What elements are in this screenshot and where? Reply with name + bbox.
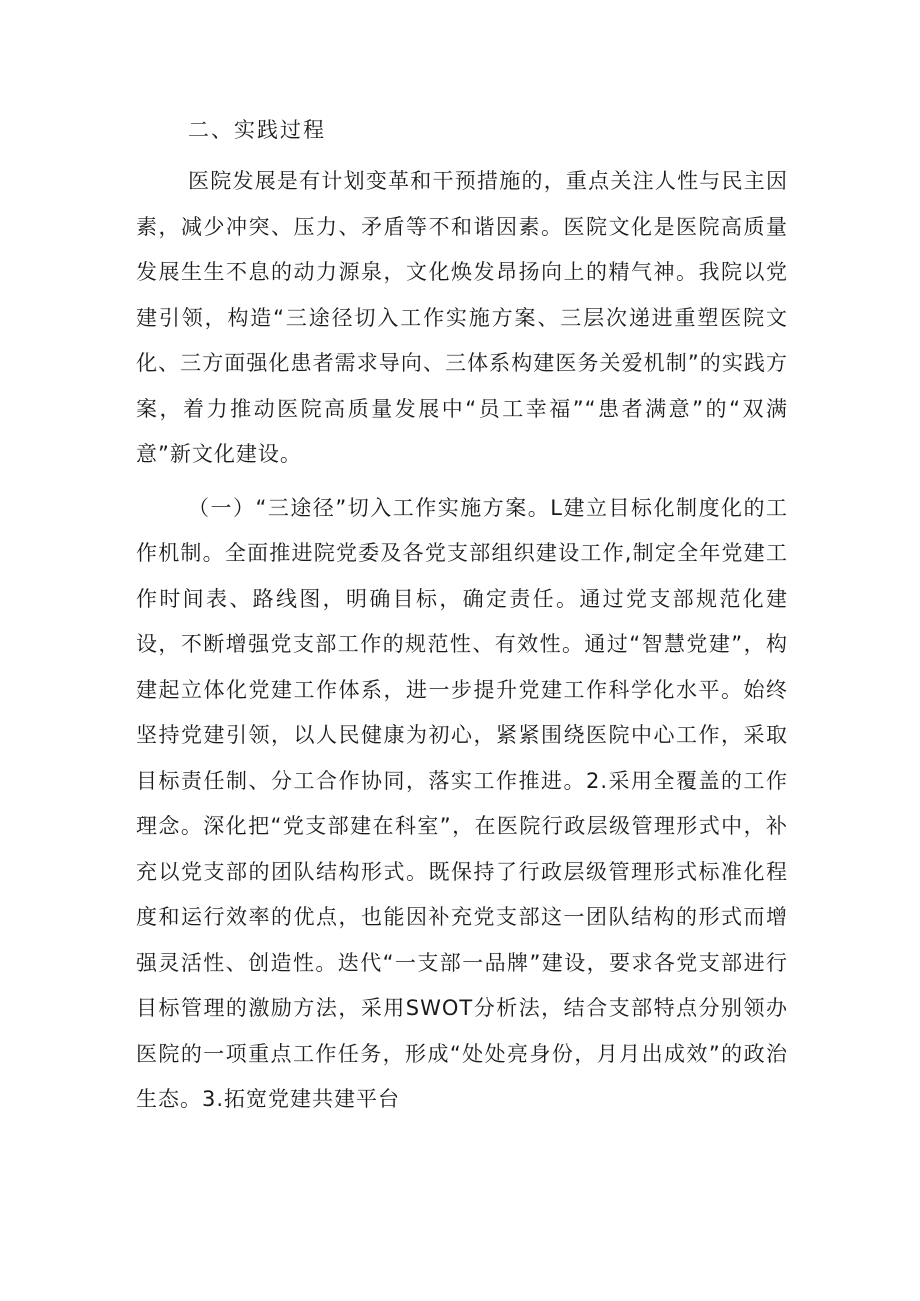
document-body [136, 108, 788, 1123]
paragraph-three-approaches: （一）“三途径”切入工作实施方案。L建立目标化制度化的工作机制。全面推进院党委及各党支部组织建设工作,制定全年党建工作时间表、路线图，明确目标，确定责任。通过党支部规范化建设，不断增强党支部工作的规范性、有效性。通过“智慧党建”，构建起立体化党建工作体系，进一步提升党建工作科学化水平。始终坚持党建引领，以人民健康为初心，紧紧围绕医院中心工作，采取目标责任制、分工合作协同，落实工作推进。2.采用全覆盖的工作理念。深化把“党支部建在科室”，在医院行政层级管理形式中，补充以党支部的团队结构形式。既保持了行政层级管理形式标准化程度和运行效率的优点，也能因补充党支部这一团队结构的形式而增强灵活性、创造性。迭代“一支部一品牌”建设，要求各党支部进行目标管理的激励方法，采用SWOT分析法，结合支部特点分别领办医院的一项重点工作任务，形成“处处亮身份，月月出成效”的政治生态。3.拓宽党建共建平台 [136, 495, 788, 1111]
paragraph-intro: 医院发展是有计划变革和干预措施的，重点关注人性与民主因素，减少冲突、压力、矛盾等不和谐因素。医院文化是医院高质量发展生生不息的动力源泉，文化焕发昂扬向上的精气神。我院以党建引领，构造“三途径切入工作实施方案、三层次递进重塑医院文化、三方面强化患者需求导向、三体系构建医务关爱机制”的实践方案，着力推动医院高质量发展中“员工幸福”“患者满意”的“双满意”新文化建设。 [136, 169, 788, 466]
section-heading: 二、实践过程 [188, 118, 326, 142]
